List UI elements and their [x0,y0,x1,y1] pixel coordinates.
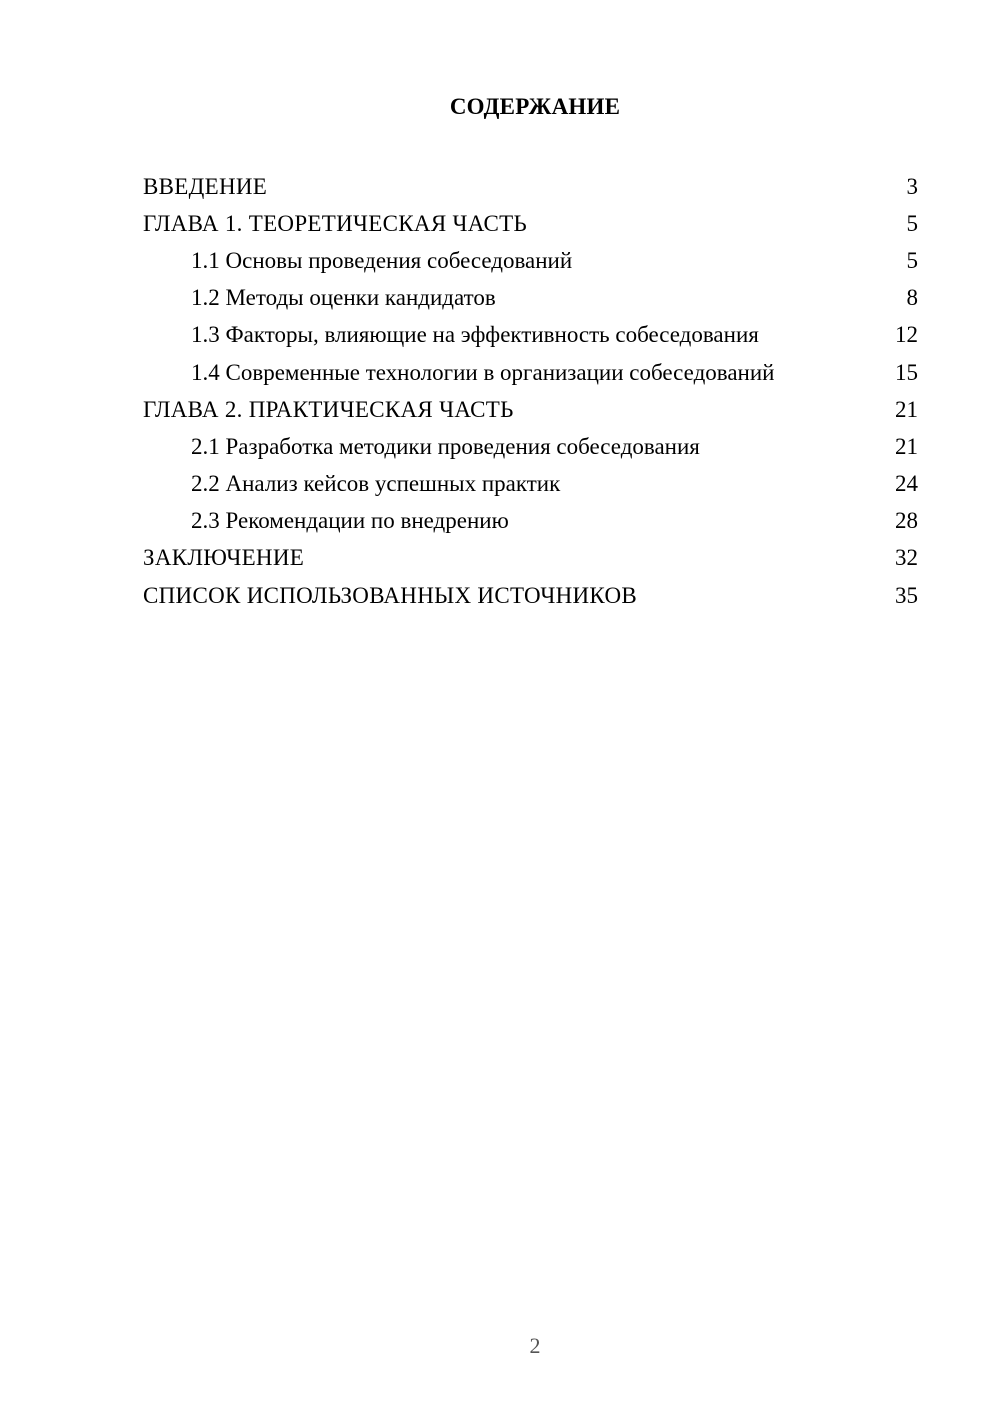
toc-entry-page: 32 [895,545,918,571]
toc-entry-section-1-1[interactable] [143,242,918,279]
toc-entry-section-1-3[interactable] [143,317,918,354]
toc-entry-text: 2.2 Анализ кейсов успешных практик [191,471,561,497]
toc-entry-page: 8 [906,285,918,311]
toc-entry-page: 12 [895,322,918,348]
toc-entry-chapter-2[interactable] [143,391,918,428]
toc-entry-text: 2.3 Рекомендации по внедрению [191,508,509,534]
toc-entry-references[interactable] [143,577,918,614]
toc-entry-text: 2.1 Разработка методики проведения собеседования [191,433,700,459]
page-number: 2 [529,1333,541,1358]
toc-entry-page: 21 [895,433,918,459]
toc-title: СОДЕРЖАНИЕ [449,94,621,119]
toc-entry-chapter-1[interactable] [143,205,918,242]
toc-entry-section-1-2[interactable] [143,280,918,317]
toc-entry-text: 1.4 Современные технологии в организации собеседований [191,359,775,385]
toc-entry-text: СПИСОК ИСПОЛЬЗОВАННЫХ ИСТОЧНИКОВ [143,582,638,608]
toc-entry-text: ГЛАВА 2. ПРАКТИЧЕСКАЯ ЧАСТЬ [143,396,514,422]
toc-entry-page: 35 [895,582,918,608]
toc-entry-section-2-1[interactable] [143,428,918,465]
toc-entry-text: ВВЕДЕНИЕ [143,173,268,199]
toc-entry-section-2-3[interactable] [143,503,918,540]
toc-entry-page: 21 [895,396,918,422]
toc-entry-page: 3 [906,173,918,199]
toc-entry-section-2-2[interactable] [143,466,918,503]
toc-entry-conclusion[interactable] [143,540,918,577]
toc-entry-section-1-4[interactable] [143,354,918,391]
toc-entry-page: 5 [906,247,918,273]
toc-entry-text: 1.3 Факторы, влияющие на эффективность собеседования [191,322,759,348]
toc-entry-text: ГЛАВА 1. ТЕОРЕТИЧЕСКАЯ ЧАСТЬ [143,210,528,236]
toc-entry-introduction[interactable] [143,168,918,205]
table-of-contents [143,168,918,614]
toc-entry-text: ЗАКЛЮЧЕНИЕ [143,545,305,571]
toc-entry-page: 28 [895,508,918,534]
toc-entry-page: 5 [906,210,918,236]
toc-entry-page: 24 [895,471,918,497]
toc-entry-text: 1.1 Основы проведения собеседований [191,247,573,273]
toc-entry-text: 1.2 Методы оценки кандидатов [191,285,496,311]
toc-entry-page: 15 [895,359,918,385]
